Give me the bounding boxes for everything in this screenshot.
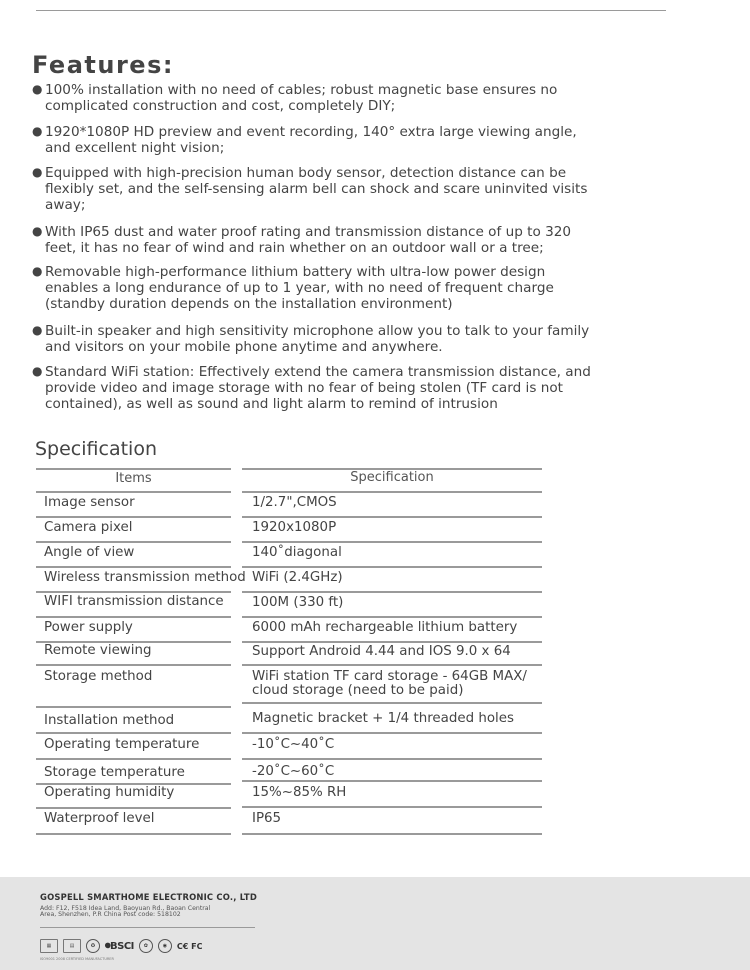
row-divider: [36, 833, 231, 835]
certification-seal-icon: ✿: [139, 939, 153, 953]
bullet-icon: ●: [32, 124, 43, 138]
row-divider: [242, 566, 542, 568]
iso-certificate-icon: ▦: [40, 939, 58, 953]
feature-item: ● Equipped with high-precision human body sensor, detection distance can be flexibly set, and the self-sensing alarm bell can shock and scare uninvited visits away;: [32, 165, 588, 213]
row-divider: [242, 641, 542, 643]
row-divider: [242, 806, 542, 808]
row-divider: [242, 541, 542, 543]
row-divider: [242, 616, 542, 618]
feature-item: ● Standard WiFi station: Effectively extend the camera transmission distance, and provide video and image storage with no fear of being stolen (TF card is not contained), as well as sound and light alarm to remind of intrusion: [32, 364, 591, 412]
row-divider: [36, 591, 231, 593]
footer-divider: [40, 927, 255, 928]
company-address-line1: Add: F12, F518 Idea Land, Baoyuan Rd., Baoan Central: [40, 905, 211, 912]
bullet-icon: ●: [32, 165, 43, 179]
row-divider: [36, 516, 231, 518]
bullet-icon: ●: [32, 82, 43, 96]
spec-value: WiFi station TF card storage - 64GB MAX/ cloud storage (need to be paid): [252, 669, 527, 698]
feature-item: ● 1920*1080P HD preview and event recording, 140° extra large viewing angle, and excellent night vision;: [32, 124, 577, 156]
row-divider: [36, 706, 231, 708]
spec-item-label: Wireless transmission method: [44, 570, 246, 585]
rohs-icon: ◉: [158, 939, 172, 953]
row-divider: [36, 664, 231, 666]
row-divider: [36, 807, 231, 809]
specification-column-header: Specification: [350, 470, 434, 485]
row-divider: [242, 491, 542, 493]
spec-value: 1920x1080P: [252, 520, 337, 535]
row-divider: [242, 702, 542, 704]
spec-item-label: Installation method: [44, 713, 175, 728]
spec-item-label: Storage temperature: [44, 765, 185, 780]
iso-note: ISO9001 2008 CERTIFIED MANUFACTURER: [40, 957, 114, 961]
spec-value: Support Android 4.44 and IOS 9.0 x 64: [252, 644, 511, 659]
row-divider: [36, 566, 231, 568]
ce-fcc-marks-icon: C€ FC: [176, 941, 203, 951]
company-name: GOSPELL SMARTHOME ELECTRONIC CO., LTD: [40, 892, 257, 902]
spec-item-label: Remote viewing: [44, 643, 152, 658]
company-address-line2: Area, Shenzhen, P.R China Post code: 518102: [40, 911, 181, 918]
spec-value: 15%~85% RH: [252, 785, 347, 800]
row-divider: [36, 616, 231, 618]
spec-item-label: Camera pixel: [44, 520, 133, 535]
row-divider: [36, 732, 231, 734]
row-divider: [36, 541, 231, 543]
spec-value: -10˚C~40˚C: [252, 737, 335, 752]
spec-value: Magnetic bracket + 1/4 threaded holes: [252, 711, 514, 726]
items-column-header: Items: [115, 471, 152, 486]
specification-heading: Specification: [35, 438, 157, 460]
row-divider: [242, 758, 542, 760]
spec-value: IP65: [252, 811, 282, 826]
feature-item: ● Built-in speaker and high sensitivity microphone allow you to talk to your family and visitors on your mobile phone anytime and anywhere.: [32, 323, 590, 355]
spec-item-label: Image sensor: [44, 495, 135, 510]
row-divider: [242, 780, 542, 782]
spec-value: 1/2.7",CMOS: [252, 495, 337, 510]
spec-value: 100M (330 ft): [252, 595, 344, 610]
bullet-icon: ●: [32, 224, 43, 238]
bsci-logo-icon: ⏺BSCI: [105, 939, 134, 952]
feature-item: ● With IP65 dust and water proof rating and transmission distance of up to 320 feet, it has no fear of wind and rain whether on an outdoor wall or a tree;: [32, 224, 572, 256]
bullet-icon: ●: [32, 364, 43, 378]
features-heading: Features:: [32, 51, 174, 79]
spec-value: WiFi (2.4GHz): [252, 570, 343, 585]
spec-value: 6000 mAh rechargeable lithium battery: [252, 620, 518, 635]
award-seal-icon: ✪: [86, 939, 100, 953]
certification-logos: [40, 935, 202, 957]
spec-item-label: Power supply: [44, 620, 133, 635]
quality-certificate-icon: ▤: [63, 939, 81, 953]
row-divider: [242, 664, 542, 666]
feature-item: ● 100% installation with no need of cables; robust magnetic base ensures no complicated construction and cost, completely DIY;: [32, 82, 558, 114]
spec-item-label: Operating temperature: [44, 737, 200, 752]
row-divider: [242, 591, 542, 593]
row-divider: [36, 468, 231, 470]
spec-item-label: Angle of view: [44, 545, 135, 560]
top-divider: [36, 10, 666, 11]
row-divider: [242, 833, 542, 835]
spec-value: 140˚diagonal: [252, 545, 342, 560]
row-divider: [242, 516, 542, 518]
spec-item-label: WIFI transmission distance: [44, 594, 224, 609]
spec-item-label: Operating humidity: [44, 785, 175, 800]
row-divider: [36, 758, 231, 760]
spec-item-label: Storage method: [44, 669, 153, 684]
company-footer: [0, 877, 750, 970]
spec-value: -20˚C~60˚C: [252, 764, 335, 779]
spec-item-label: Waterproof level: [44, 811, 155, 826]
bullet-icon: ●: [32, 323, 43, 337]
row-divider: [36, 491, 231, 493]
bullet-icon: ●: [32, 264, 43, 278]
feature-item: ● Removable high-performance lithium battery with ultra-low power design enables a long endurance of up to 1 year, with no need of frequent charge (standby duration depends on the installation environment): [32, 264, 554, 312]
row-divider: [242, 732, 542, 734]
